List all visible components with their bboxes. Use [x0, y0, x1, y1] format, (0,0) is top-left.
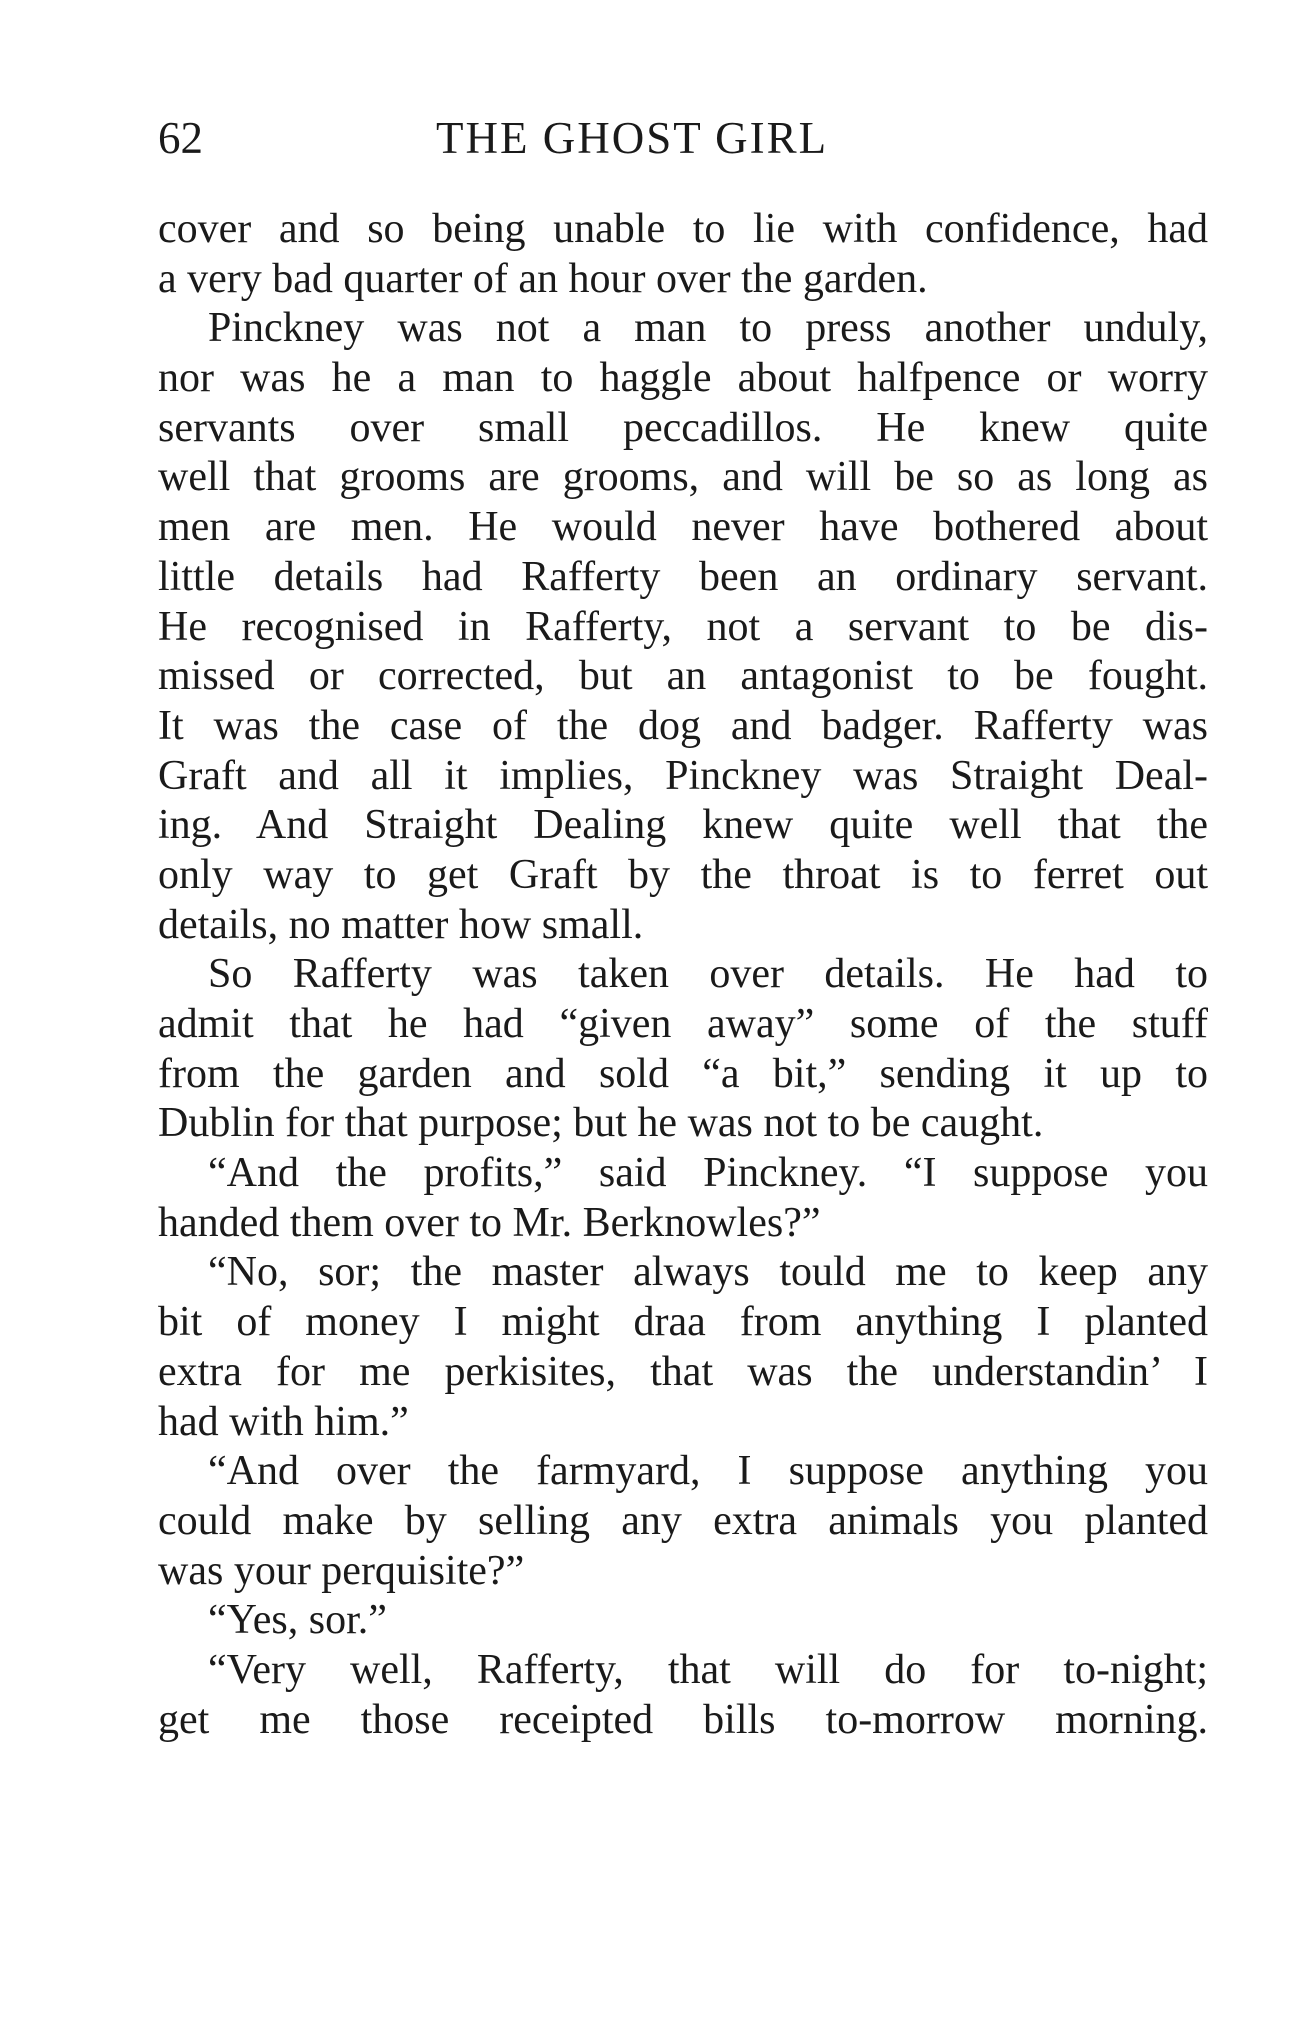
text-line: only way to get Graft by the throat is to ferret out [158, 851, 1208, 898]
page-number: 62 [158, 113, 203, 163]
text-line: little details had Rafferty been an ordinary servant. [158, 553, 1208, 600]
text-line: Dublin for that purpose; but he was not to be caught. [158, 1100, 1044, 1147]
text-line: handed them over to Mr. Berknowles?” [158, 1199, 821, 1246]
text-line: “And the profits,” said Pinckney. “I suppose you [208, 1150, 1208, 1197]
text-line: details, no matter how small. [158, 901, 644, 948]
text-line: “And over the farmyard, I suppose anything you [208, 1448, 1208, 1495]
text-line: bit of money I might draa from anything I planted [158, 1299, 1208, 1346]
text-line: “Very well, Rafferty, that will do for to-night; [208, 1646, 1208, 1693]
text-line: Pinckney was not a man to press another unduly, [208, 305, 1208, 352]
text-line: He recognised in Rafferty, not a servant to be dis- [158, 603, 1208, 650]
text-line: cover and so being unable to lie with confidence, had [158, 206, 1208, 252]
text-line: had with him.” [158, 1398, 409, 1445]
text-line: ing. And Straight Dealing knew quite well that the [158, 802, 1208, 849]
text-line: nor was he a man to haggle about halfpence or worry [158, 355, 1208, 402]
text-line: extra for me perkisites, that was the understandin’ I [158, 1348, 1208, 1395]
text-line: get me those receipted bills to-morrow morning. [158, 1696, 1208, 1743]
text-line: missed or corrected, but an antagonist to be fought. [158, 653, 1208, 700]
running-head: THE GHOST GIRL [436, 113, 829, 163]
text-line: from the garden and sold “a bit,” sending it up to [158, 1050, 1208, 1097]
body-text [158, 205, 1208, 1745]
text-line: “No, sor; the master always tould me to keep any [208, 1249, 1208, 1296]
text-line: “Yes, sor.” [208, 1597, 387, 1644]
text-line: could make by selling any extra animals you planted [158, 1497, 1208, 1544]
text-line: Graft and all it implies, Pinckney was Straight Deal- [158, 752, 1208, 799]
page-header [158, 108, 1208, 168]
text-line: well that grooms are grooms, and will be so as long as [158, 454, 1208, 501]
text-line: men are men. He would never have bothered about [158, 504, 1208, 551]
text-line: servants over small peccadillos. He knew quite [158, 404, 1208, 451]
text-line: was your perquisite?” [158, 1547, 525, 1594]
text-line: admit that he had “given away” some of the stuff [158, 1001, 1208, 1047]
text-line: a very bad quarter of an hour over the garden. [158, 255, 928, 302]
text-line: So Rafferty was taken over details. He had to [208, 951, 1208, 998]
text-line: It was the case of the dog and badger. Rafferty was [158, 702, 1208, 749]
